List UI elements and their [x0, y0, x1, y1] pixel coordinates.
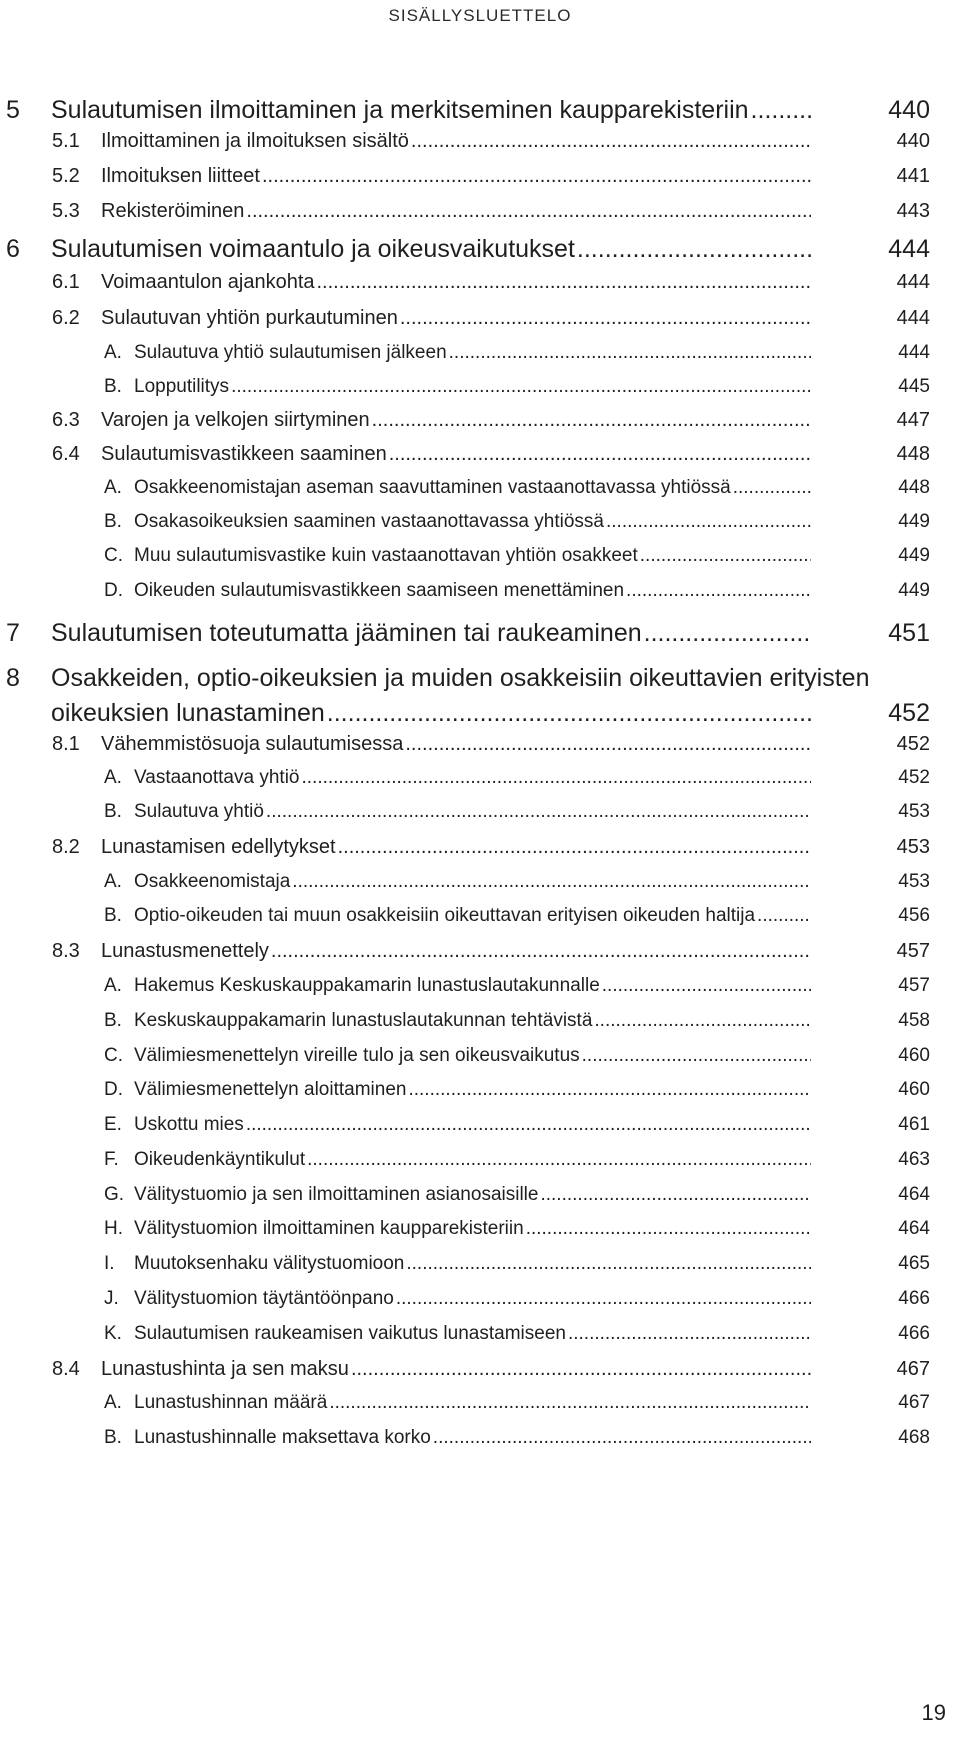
- toc-entry-title-row: [134, 975, 811, 997]
- toc-entry-page: 466: [898, 1288, 930, 1309]
- toc-entry-title: Välitystuomio ja sen ilmoittaminen asianosaisille: [134, 1184, 539, 1205]
- toc-entry-page: 447: [896, 409, 930, 431]
- toc-entry-title-row: [134, 1218, 811, 1240]
- toc-entry-page: 465: [898, 1253, 930, 1274]
- toc-entry-title: Osakkeiden, optio-oikeuksien ja muiden osakkeisiin oikeuttavien erityisten: [51, 664, 870, 692]
- toc-entry[interactable]: [0, 1010, 960, 1046]
- toc-entry-number: K.: [104, 1323, 122, 1344]
- toc-entry-page: 443: [896, 200, 930, 222]
- toc-entry-title-row: [101, 1358, 811, 1381]
- toc-entry-title: Sulautumisen voimaantulo ja oikeusvaikutukset: [51, 235, 575, 263]
- toc-entry-title-row: [134, 511, 811, 533]
- dot-leader: [408, 1079, 811, 1101]
- dot-leader: [526, 1218, 811, 1240]
- dot-leader: [271, 940, 811, 963]
- toc-entry-page: 457: [896, 940, 930, 962]
- dot-leader: [327, 699, 811, 728]
- toc-entry-title-row: [101, 130, 811, 153]
- toc-entry[interactable]: [0, 165, 960, 201]
- toc-entry-title: Lopputilitys: [134, 376, 230, 397]
- toc-entry[interactable]: [0, 1184, 960, 1220]
- toc-entry-title-row: [134, 1079, 811, 1101]
- toc-entry-title-row: [134, 477, 811, 499]
- toc-entry-number: I.: [104, 1253, 115, 1274]
- toc-entry-number: 7: [6, 619, 20, 647]
- dot-leader: [733, 477, 811, 499]
- toc-entry-title-row: [101, 733, 811, 756]
- toc-entry-title: Sulautumisvastikkeen saaminen: [101, 443, 387, 465]
- toc-entry[interactable]: [0, 443, 960, 479]
- toc-entry[interactable]: [0, 96, 960, 132]
- toc-entry-number: 5: [6, 96, 20, 124]
- toc-entry[interactable]: [0, 580, 960, 616]
- toc-entry-number: 6.3: [52, 409, 80, 431]
- dot-leader: [606, 511, 811, 533]
- toc-entry[interactable]: [0, 1114, 960, 1150]
- toc-entry-page: 444: [896, 271, 930, 293]
- toc-entry-title: Oikeudenkäyntikulut: [134, 1149, 306, 1170]
- toc-entry-title-row: [101, 940, 811, 963]
- dot-leader: [644, 619, 811, 648]
- dot-leader: [338, 836, 811, 859]
- toc-entry-page: 448: [898, 477, 930, 498]
- toc-entry-title-row: [134, 1114, 811, 1136]
- toc-entry-title-continued: oikeuksien lunastaminen: [51, 699, 325, 727]
- toc-entry-title: Sulautumisen toteutumatta jääminen tai raukeaminen: [51, 619, 642, 647]
- toc-entry-title: Vastaanottava yhtiö: [134, 767, 300, 788]
- dot-leader: [307, 1149, 811, 1171]
- dot-leader: [389, 443, 811, 466]
- toc-entry-title: Välitystuomion täytäntöönpano: [134, 1288, 394, 1309]
- toc-entry-page: 460: [898, 1045, 930, 1066]
- toc-entry-title-row: [134, 1288, 811, 1310]
- toc-entry-number: H.: [104, 1218, 123, 1239]
- toc-entry-title: Uskottu mies: [134, 1114, 244, 1135]
- dot-leader: [317, 271, 812, 294]
- toc-entry-number: 6.1: [52, 271, 80, 293]
- toc-entry[interactable]: [0, 1323, 960, 1359]
- toc-entry[interactable]: [0, 871, 960, 907]
- toc-entry-number: B.: [104, 1010, 122, 1031]
- toc-entry-title-row: [101, 271, 811, 294]
- toc-entry[interactable]: [0, 1149, 960, 1185]
- toc-entry-number: D.: [104, 580, 123, 601]
- toc-entry-number: A.: [104, 767, 122, 788]
- toc-entry-title: Välimiesmenettelyn vireille tulo ja sen oikeusvaikutus: [134, 1045, 580, 1066]
- toc-entry[interactable]: [0, 307, 960, 343]
- dot-leader: [433, 1427, 811, 1449]
- dot-leader: [266, 801, 811, 823]
- toc-entry[interactable]: [0, 733, 960, 769]
- dot-leader: [411, 130, 811, 153]
- dot-leader: [396, 1288, 811, 1310]
- toc-entry-title: Lunastushinnan määrä: [134, 1392, 328, 1413]
- toc-entry-number: 5.3: [52, 200, 80, 222]
- toc-entry-title: Lunastamisen edellytykset: [101, 836, 336, 858]
- toc-entry-title-row: [134, 580, 811, 602]
- toc-entry-title-row: [134, 1392, 811, 1414]
- toc-entry-number: A.: [104, 975, 122, 996]
- toc-entry-number: 8.1: [52, 733, 80, 755]
- toc-entry-number: 8: [6, 664, 20, 692]
- toc-entry-title: Sulautuvan yhtiön purkautuminen: [101, 307, 398, 329]
- toc-entry-number: B.: [104, 1427, 122, 1448]
- toc-entry[interactable]: [0, 940, 960, 976]
- toc-entry-title: Osakkeenomistajan aseman saavuttaminen vastaanottavassa yhtiössä: [134, 477, 731, 498]
- toc-entry-title: Keskuskauppakamarin lunastuslautakunnan tehtävistä: [134, 1010, 593, 1031]
- toc-entry-number: C.: [104, 545, 123, 566]
- dot-leader: [640, 545, 811, 567]
- toc-entry-number: 8.3: [52, 940, 80, 962]
- toc-entry[interactable]: [0, 130, 960, 166]
- toc-entry-page: 451: [888, 619, 930, 647]
- toc-entry-title: Varojen ja velkojen siirtyminen: [101, 409, 370, 431]
- toc-entry-title-row: [51, 96, 811, 125]
- toc-entry-number: 5.2: [52, 165, 80, 187]
- toc-entry-title-row: [134, 871, 811, 893]
- dot-leader: [405, 733, 811, 756]
- toc-entry[interactable]: [0, 1218, 960, 1254]
- toc-entry-page: 457: [898, 975, 930, 996]
- toc-entry-title-row: [51, 699, 811, 728]
- toc-entry-title-row: [134, 1010, 811, 1032]
- dot-leader: [602, 975, 811, 997]
- dot-leader: [582, 1045, 811, 1067]
- toc-entry[interactable]: [0, 271, 960, 307]
- toc-entry-title-row: [134, 1323, 811, 1345]
- toc-entry-page: 458: [898, 1010, 930, 1031]
- toc-entry[interactable]: [0, 619, 960, 655]
- toc-entry-number: 8.4: [52, 1358, 80, 1380]
- toc-entry[interactable]: [0, 801, 960, 837]
- toc-entry-title-row: [134, 1045, 811, 1067]
- toc-entry-title-row: [51, 619, 811, 648]
- toc-entry-title-row: [101, 200, 811, 223]
- toc-entry-title: Voimaantulon ajankohta: [101, 271, 315, 293]
- toc-entry-title: Välitystuomion ilmoittaminen kaupparekisteriin: [134, 1218, 524, 1239]
- toc-entry-title: Muu sulautumisvastike kuin vastaanottavan yhtiön osakkeet: [134, 545, 638, 566]
- toc-entry-title-row: [134, 767, 811, 789]
- running-header: SISÄLLYSLUETTELO: [388, 6, 572, 25]
- toc-entry-title-row: [134, 376, 811, 398]
- toc-entry-title: Lunastusmenettely: [101, 940, 269, 962]
- toc-entry[interactable]: [0, 767, 960, 803]
- toc-entry-title: Vähemmistösuoja sulautumisessa: [101, 733, 404, 755]
- toc-entry-title: Oikeuden sulautumisvastikkeen saamiseen menettäminen: [134, 580, 625, 601]
- dot-leader: [372, 409, 811, 432]
- toc-entry-title-row: [134, 545, 811, 567]
- toc-entry-page: 464: [898, 1218, 930, 1239]
- toc-entry[interactable]: [0, 200, 960, 236]
- toc-entry[interactable]: [0, 1392, 960, 1428]
- toc-entry-number: 8.2: [52, 836, 80, 858]
- toc-entry-number: B.: [104, 511, 122, 532]
- toc-entry-page: 449: [898, 580, 930, 601]
- toc-entry-number: 6: [6, 235, 20, 263]
- toc-entry[interactable]: [0, 545, 960, 581]
- toc-entry-page: 449: [898, 545, 930, 566]
- dot-leader: [540, 1184, 811, 1206]
- dot-leader: [400, 307, 811, 330]
- toc-entry-title-row: [51, 235, 811, 264]
- toc-entry-title: Sulautumisen ilmoittaminen ja merkitseminen kaupparekisteriin: [51, 96, 749, 124]
- toc-entry[interactable]: [0, 975, 960, 1011]
- toc-entry-title: Rekisteröiminen: [101, 200, 245, 222]
- toc-entry-title-row: [134, 1427, 811, 1449]
- toc-entry-page: 453: [898, 871, 930, 892]
- dot-leader: [594, 1010, 811, 1032]
- toc-entry-title: Optio-oikeuden tai muun osakkeisiin oikeuttavan erityisen oikeuden haltija: [134, 905, 756, 926]
- toc-entry-page: 466: [898, 1323, 930, 1344]
- toc-entry-title-row: [134, 342, 811, 364]
- toc-entry-title: Lunastushinnalle maksettava korko: [134, 1427, 431, 1448]
- dot-leader: [757, 905, 811, 927]
- toc-entry-page: 453: [898, 801, 930, 822]
- toc-entry-page: 461: [898, 1114, 930, 1135]
- toc-entry-number: B.: [104, 905, 122, 926]
- toc-entry-number: E.: [104, 1114, 122, 1135]
- toc-entry-number: J.: [104, 1288, 119, 1309]
- dot-leader: [751, 96, 811, 125]
- dot-leader: [449, 342, 811, 364]
- toc-entry[interactable]: [0, 477, 960, 513]
- dot-leader: [351, 1358, 811, 1381]
- toc-entry-page: 440: [888, 96, 930, 124]
- toc-entry-page: 464: [898, 1184, 930, 1205]
- toc-entry-title: Osakasoikeuksien saaminen vastaanottavassa yhtiössä: [134, 511, 604, 532]
- toc-entry[interactable]: [0, 1253, 960, 1289]
- toc-entry-page: 460: [898, 1079, 930, 1100]
- toc-entry[interactable]: [0, 409, 960, 445]
- toc-entry[interactable]: [0, 664, 960, 727]
- toc-entry-title: Välimiesmenettelyn aloittaminen: [134, 1079, 407, 1100]
- toc-entry[interactable]: [0, 1427, 960, 1463]
- toc-entry-page: 444: [888, 235, 930, 263]
- toc-entry-title: Ilmoituksen liitteet: [101, 165, 260, 187]
- dot-leader: [329, 1392, 811, 1414]
- toc-entry-page: 441: [896, 165, 930, 187]
- dot-leader: [577, 235, 811, 264]
- toc-entry-number: G.: [104, 1184, 125, 1205]
- toc-entry-title: Muutoksenhaku välitystuomioon: [134, 1253, 405, 1274]
- toc-entry-title: Sulautumisen raukeamisen vaikutus lunastamiseen: [134, 1323, 566, 1344]
- toc-entry[interactable]: [0, 1358, 960, 1394]
- dot-leader: [626, 580, 811, 602]
- toc-entry-title-row: [101, 307, 811, 330]
- toc-entry-title: Sulautuva yhtiö sulautumisen jälkeen: [134, 342, 447, 363]
- toc-entry-page: 452: [898, 767, 930, 788]
- dot-leader: [246, 200, 811, 223]
- toc-entry-page: 456: [898, 905, 930, 926]
- toc-entry-title-row: [101, 836, 811, 859]
- toc-entry-title: Sulautuva yhtiö: [134, 801, 264, 822]
- toc-entry-page: 463: [898, 1149, 930, 1170]
- toc-entry-page: 468: [898, 1427, 930, 1448]
- toc-entry-page: 440: [896, 130, 930, 152]
- toc-entry-number: A.: [104, 871, 122, 892]
- toc-entry[interactable]: [0, 376, 960, 412]
- dot-leader: [246, 1114, 811, 1136]
- toc-entry[interactable]: [0, 905, 960, 941]
- toc-entry[interactable]: [0, 342, 960, 378]
- toc-entry-number: A.: [104, 1392, 122, 1413]
- page-number: 19: [921, 1700, 946, 1725]
- toc-entry-page: 448: [896, 443, 930, 465]
- toc-entry[interactable]: [0, 836, 960, 872]
- toc-entry-page: 452: [888, 699, 930, 727]
- toc-entry-title-row: [134, 1149, 811, 1171]
- toc-entry-number: 5.1: [52, 130, 80, 152]
- toc-entry-number: B.: [104, 801, 122, 822]
- toc-entry-number: C.: [104, 1045, 123, 1066]
- toc-entry-title-row: [134, 801, 811, 823]
- toc-entry[interactable]: [0, 1079, 960, 1115]
- toc-entry-title-row: [101, 165, 811, 188]
- toc-entry[interactable]: [0, 235, 960, 271]
- toc-entry-title: Osakkeenomistaja: [134, 871, 291, 892]
- toc-entry-page: 444: [898, 342, 930, 363]
- toc-entry-title-row: [134, 1253, 811, 1275]
- dot-leader: [301, 767, 811, 789]
- toc-entry-number: A.: [104, 477, 122, 498]
- toc-entry-page: 453: [896, 836, 930, 858]
- toc-entry-number: 6.2: [52, 307, 80, 329]
- dot-leader: [406, 1253, 811, 1275]
- toc-entry-number: D.: [104, 1079, 123, 1100]
- toc-entry[interactable]: [0, 1045, 960, 1081]
- toc-entry-title-row: [134, 1184, 811, 1206]
- toc-entry-title: Lunastushinta ja sen maksu: [101, 1358, 349, 1380]
- dot-leader: [231, 376, 811, 398]
- toc-entry-page: 467: [898, 1392, 930, 1413]
- toc-entry[interactable]: [0, 511, 960, 547]
- toc-entry-title: Hakemus Keskuskauppakamarin lunastuslautakunnalle: [134, 975, 600, 996]
- toc-entry-title-row: [101, 409, 811, 432]
- toc-entry-page: 444: [896, 307, 930, 329]
- toc-entry-page: 449: [898, 511, 930, 532]
- dot-leader: [292, 871, 811, 893]
- toc-entry-page: 452: [896, 733, 930, 755]
- toc-entry[interactable]: [0, 1288, 960, 1324]
- toc-entry-title: Ilmoittaminen ja ilmoituksen sisältö: [101, 130, 409, 152]
- toc-entry-number: 6.4: [52, 443, 80, 465]
- toc-entry-number: B.: [104, 376, 122, 397]
- toc-entry-title-row: [134, 905, 811, 927]
- toc-entry-page: 467: [896, 1358, 930, 1380]
- toc-entry-number: F.: [104, 1149, 119, 1170]
- toc-entry-page: 445: [898, 376, 930, 397]
- toc-entry-number: A.: [104, 342, 122, 363]
- toc-entry-title-row: [101, 443, 811, 466]
- dot-leader: [262, 165, 811, 188]
- dot-leader: [568, 1323, 811, 1345]
